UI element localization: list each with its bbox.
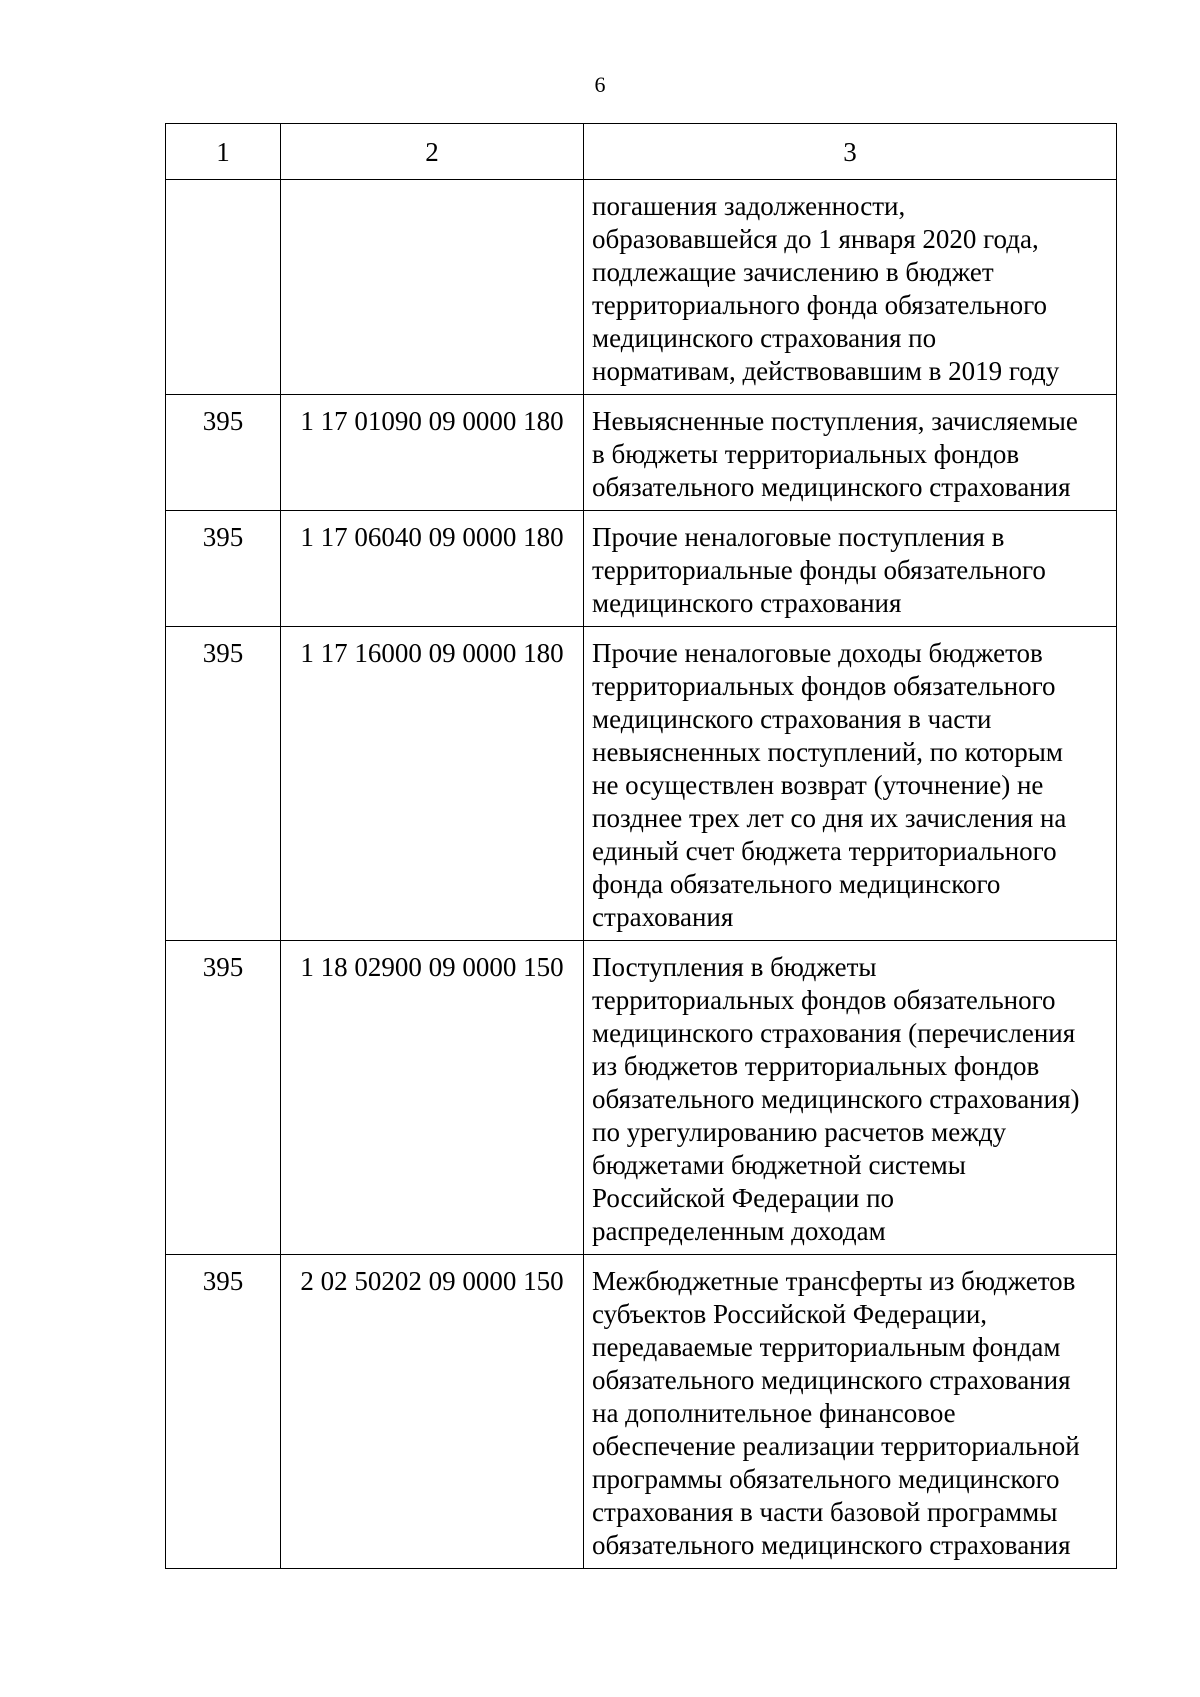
description-cell: Прочие неналоговые доходы бюджетов территориальных фондов обязательного медицинского страхования в части невыясненных поступлений, по которым не осуществлен возврат (уточнение) не позднее трех лет со дня их зачисления на единый счет бюджета территориального фонда обязательного медицинского страхования [584,627,1117,941]
admin-code-cell: 395 [166,1255,281,1569]
table-row [166,1255,1117,1569]
budget-classification-table [165,123,1117,1569]
table-row [166,627,1117,941]
column-header-3: 3 [584,124,1117,180]
table-row [166,395,1117,511]
kbk-code-cell: 1 17 06040 09 0000 180 [281,511,584,627]
description-cell: Невыясненные поступления, зачисляемые в бюджеты территориальных фондов обязательного медицинского страхования [584,395,1117,511]
description-cell: Межбюджетные трансферты из бюджетов субъектов Российской Федерации, передаваемые территориальным фондам обязательного медицинского страхования на дополнительное финансовое обеспечение реализации территориальной программы обязательного медицинского страхования в части базовой программы обязательного медицинского страхования [584,1255,1117,1569]
column-header-2: 2 [281,124,584,180]
description-cell: погашения задолженности, образовавшейся до 1 января 2020 года, подлежащие зачислению в бюджет территориального фонда обязательного медицинского страхования по нормативам, действовавшим в 2019 году [584,180,1117,395]
kbk-code-cell: 1 17 16000 09 0000 180 [281,627,584,941]
table-row [166,180,1117,395]
admin-code-cell: 395 [166,395,281,511]
table-header-row [166,124,1117,180]
column-header-1: 1 [166,124,281,180]
description-cell: Прочие неналоговые поступления в территориальные фонды обязательного медицинского страхования [584,511,1117,627]
page-number: 6 [594,72,606,97]
table-row [166,941,1117,1255]
kbk-code-cell: 1 18 02900 09 0000 150 [281,941,584,1255]
kbk-code-cell: 1 17 01090 09 0000 180 [281,395,584,511]
kbk-code-cell [281,180,584,395]
admin-code-cell [166,180,281,395]
admin-code-cell: 395 [166,511,281,627]
admin-code-cell: 395 [166,941,281,1255]
admin-code-cell: 395 [166,627,281,941]
description-cell: Поступления в бюджеты территориальных фондов обязательного медицинского страхования (перечисления из бюджетов территориальных фондов обязательного медицинского страхования) по урегулированию расчетов между бюджетами бюджетной системы Российской Федерации по распределенным доходам [584,941,1117,1255]
table-row [166,511,1117,627]
kbk-code-cell: 2 02 50202 09 0000 150 [281,1255,584,1569]
